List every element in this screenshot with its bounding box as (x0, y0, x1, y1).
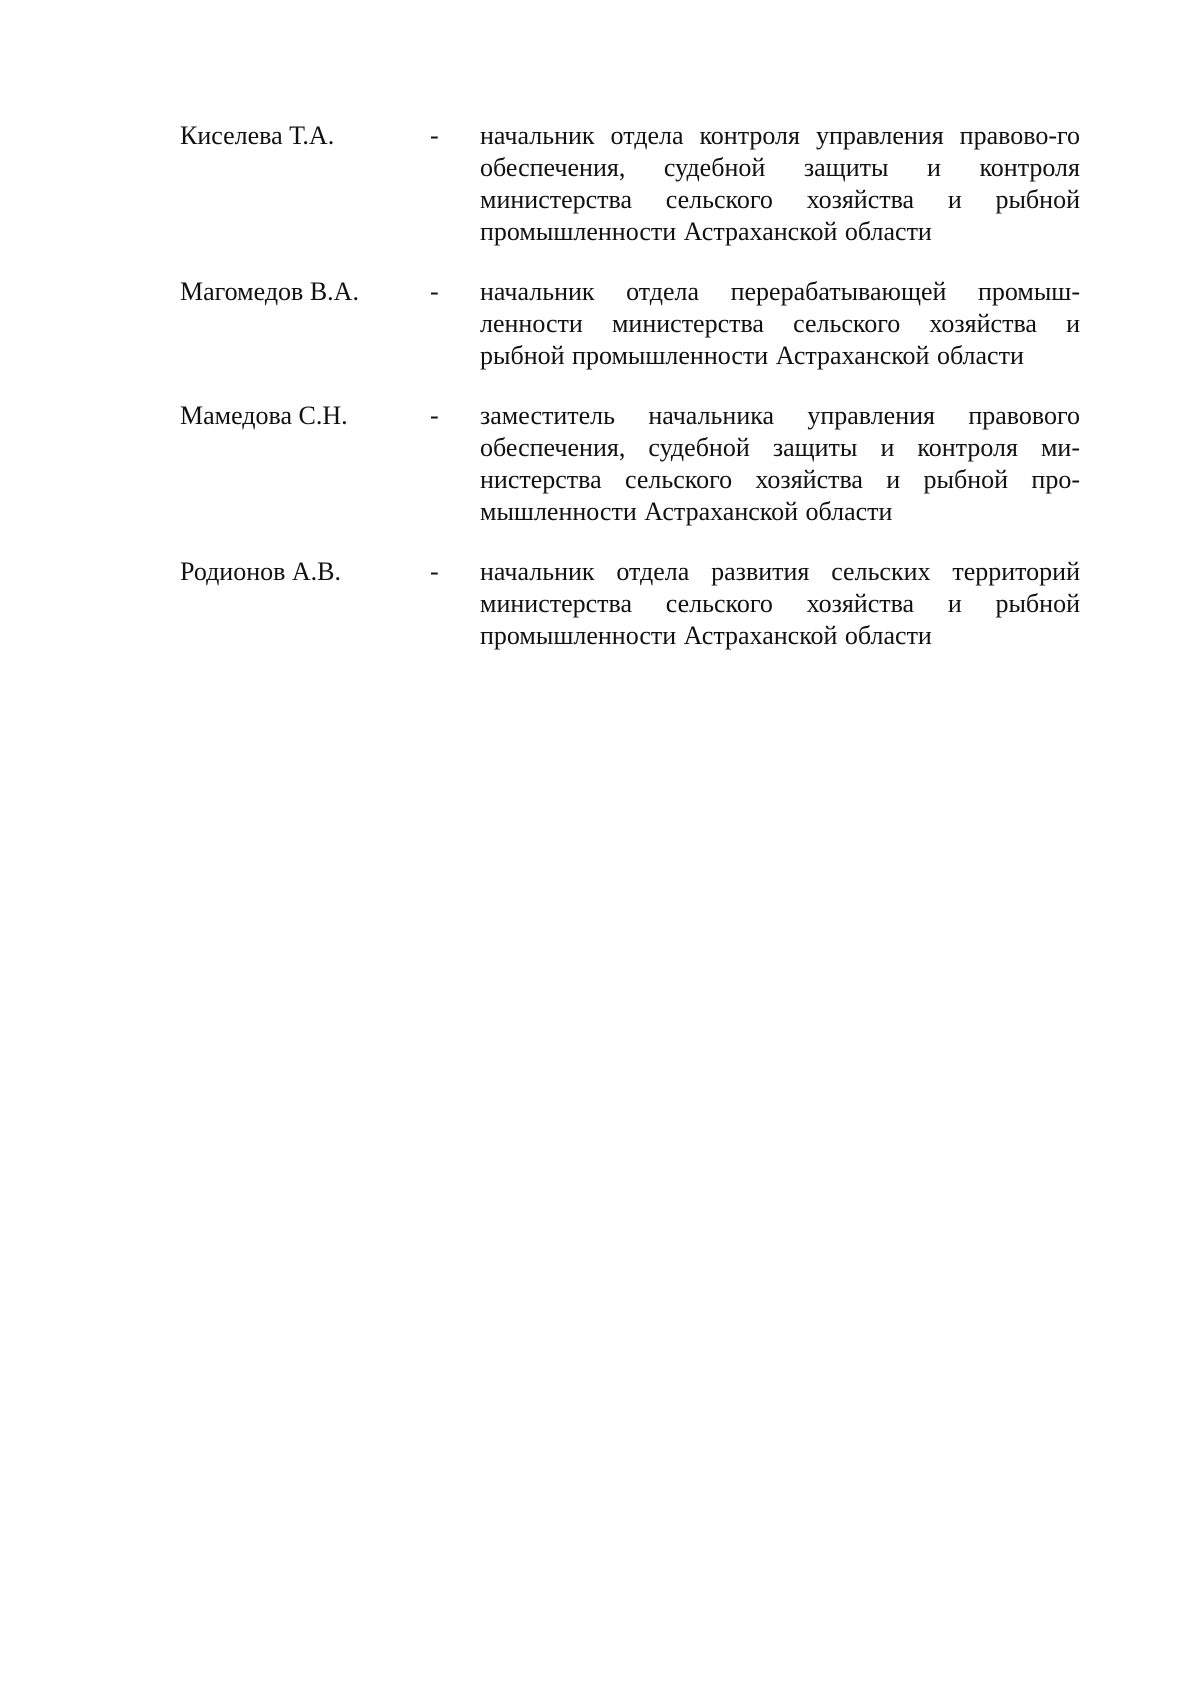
member-row (180, 276, 1080, 372)
member-position: заместитель начальника управления правового обеспечения, судебной защиты и контроля ми-нистерства сельского хозяйства и рыбной про-мышленности Астраханской области (480, 401, 1080, 526)
member-position: начальник отдела развития сельских территорий министерства сельского хозяйства и рыбной промышленности Астраханской области (480, 557, 1080, 650)
member-row (180, 120, 1080, 248)
member-dash: - (430, 121, 439, 150)
member-position: начальник отдела перерабатывающей промыш-ленности министерства сельского хозяйства и рыбной промышленности Астраханской области (480, 277, 1080, 370)
members-list (180, 120, 1080, 680)
member-name: Магомедов В.А. (180, 277, 359, 306)
member-name: Киселева Т.А. (180, 121, 335, 150)
member-dash: - (430, 401, 439, 430)
member-row (180, 400, 1080, 528)
member-name: Родионов А.В. (180, 557, 342, 586)
member-row (180, 556, 1080, 652)
member-name: Мамедова С.Н. (180, 401, 348, 430)
member-dash: - (430, 277, 439, 306)
member-dash: - (430, 557, 439, 586)
member-position: начальник отдела контроля управления правово-го обеспечения, судебной защиты и контроля министерства сельского хозяйства и рыбной промышленности Астраханской области (480, 121, 1080, 246)
